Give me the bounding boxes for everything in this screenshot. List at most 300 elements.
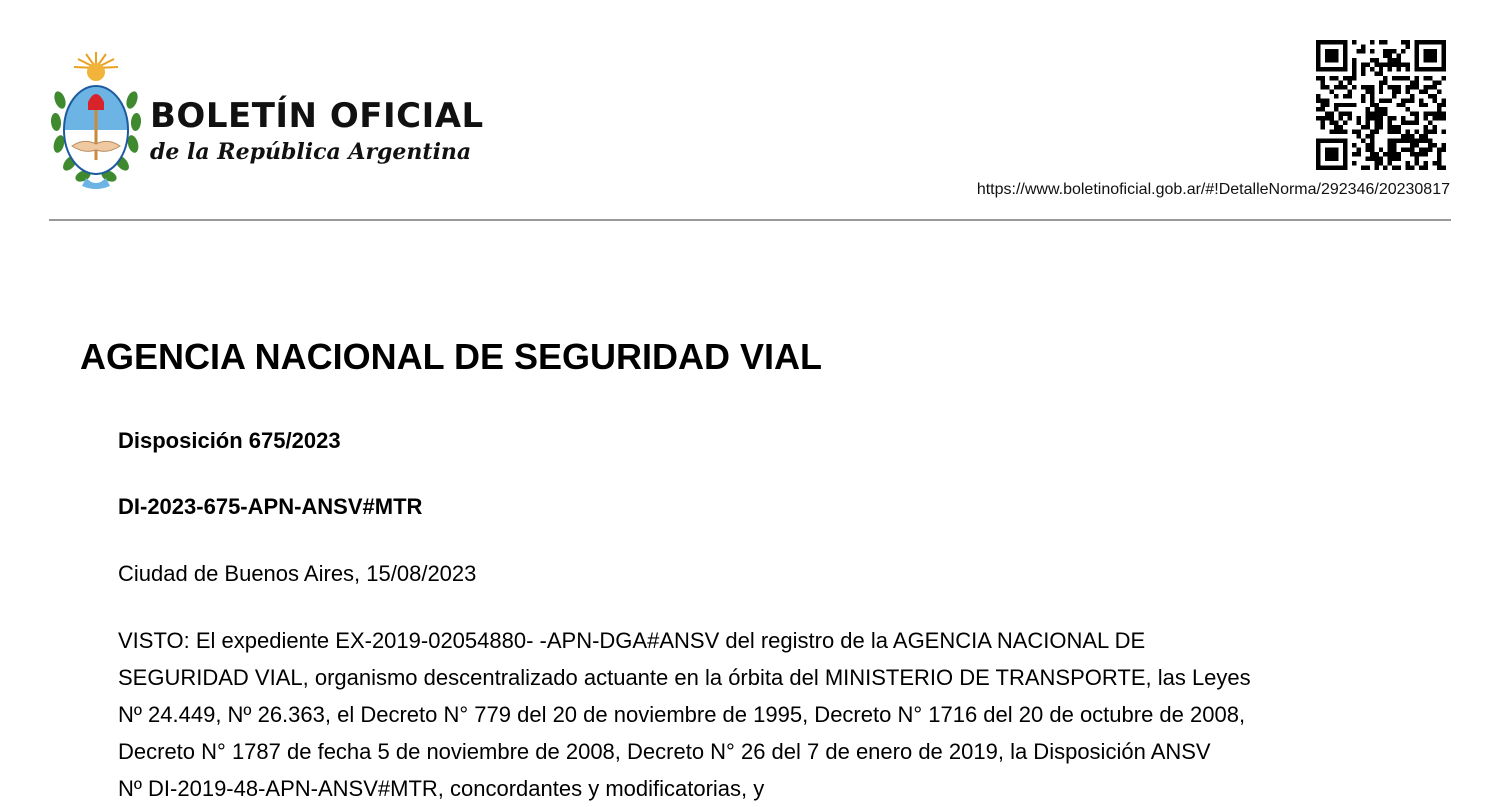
qr-module — [1388, 139, 1392, 143]
qr-module — [1356, 130, 1360, 134]
qr-module — [1374, 116, 1378, 120]
qr-module — [1424, 89, 1428, 93]
qr-module — [1415, 44, 1419, 48]
qr-module — [1343, 53, 1347, 57]
qr-module — [1406, 134, 1410, 138]
qr-module — [1334, 152, 1338, 156]
qr-module — [1401, 103, 1405, 107]
qr-module — [1379, 71, 1383, 75]
qr-module — [1401, 76, 1405, 80]
qr-module — [1320, 103, 1324, 107]
document-url[interactable]: https://www.boletinoficial.gob.ar/#!DetalleNorma/292346/20230817 — [976, 181, 1450, 198]
qr-module — [1388, 49, 1392, 53]
qr-module — [1338, 67, 1342, 71]
qr-module — [1442, 112, 1446, 116]
qr-module — [1352, 58, 1356, 62]
qr-module — [1343, 121, 1347, 125]
qr-module — [1343, 143, 1347, 147]
qr-module — [1383, 40, 1387, 44]
qr-module — [1320, 85, 1324, 89]
document-header — [0, 0, 1500, 222]
qr-module — [1365, 148, 1369, 152]
qr-module — [1410, 121, 1414, 125]
qr-module — [1437, 166, 1441, 170]
qr-module — [1374, 166, 1378, 170]
qr-module — [1347, 80, 1351, 84]
qr-module — [1428, 121, 1432, 125]
qr-module — [1397, 139, 1401, 143]
qr-module — [1437, 161, 1441, 165]
qr-module — [1392, 76, 1396, 80]
qr-module — [1433, 49, 1437, 53]
qr-module — [1437, 112, 1441, 116]
qr-module — [1325, 112, 1329, 116]
qr-module — [1316, 76, 1320, 80]
qr-module — [1352, 76, 1356, 80]
qr-module — [1406, 161, 1410, 165]
qr-module — [1320, 67, 1324, 71]
qr-module — [1437, 103, 1441, 107]
qr-module — [1379, 125, 1383, 129]
qr-module — [1424, 103, 1428, 107]
qr-module — [1334, 157, 1338, 161]
qr-module — [1343, 161, 1347, 165]
qr-module — [1338, 40, 1342, 44]
qr-module — [1388, 116, 1392, 120]
qr-module — [1428, 53, 1432, 57]
qr-module — [1442, 148, 1446, 152]
qr-module — [1392, 85, 1396, 89]
qr-module — [1325, 49, 1329, 53]
qr-module — [1419, 40, 1423, 44]
qr-module — [1329, 53, 1333, 57]
qr-module — [1374, 130, 1378, 134]
qr-module — [1343, 148, 1347, 152]
qr-module — [1383, 53, 1387, 57]
qr-module — [1379, 67, 1383, 71]
qr-module — [1329, 166, 1333, 170]
qr-module — [1379, 62, 1383, 66]
qr-module — [1415, 67, 1419, 71]
qr-module — [1370, 49, 1374, 53]
qr-module — [1320, 125, 1324, 129]
qr-module — [1316, 53, 1320, 57]
qr-module — [1388, 62, 1392, 66]
qr-module — [1433, 53, 1437, 57]
agency-title: AGENCIA NACIONAL DE SEGURIDAD VIAL — [80, 336, 823, 377]
qr-module — [1334, 107, 1338, 111]
qr-module — [1437, 116, 1441, 120]
qr-module — [1433, 161, 1437, 165]
argentina-coat-of-arms-icon — [50, 50, 144, 190]
qr-module — [1334, 121, 1338, 125]
qr-module — [1383, 112, 1387, 116]
qr-module — [1424, 53, 1428, 57]
qr-module — [1406, 89, 1410, 93]
header-divider — [49, 219, 1451, 221]
qr-module — [1329, 40, 1333, 44]
qr-module — [1428, 85, 1432, 89]
qr-module — [1437, 107, 1441, 111]
qr-module — [1329, 76, 1333, 80]
qr-module — [1338, 116, 1342, 120]
qr-module — [1356, 134, 1360, 138]
qr-module — [1316, 98, 1320, 102]
qr-module — [1383, 107, 1387, 111]
qr-module — [1442, 143, 1446, 147]
qr-module — [1334, 94, 1338, 98]
qr-module — [1361, 49, 1365, 53]
qr-module — [1392, 125, 1396, 129]
qr-module — [1433, 40, 1437, 44]
qr-module — [1316, 40, 1320, 44]
qr-module — [1320, 107, 1324, 111]
qr-module — [1329, 116, 1333, 120]
qr-module — [1415, 58, 1419, 62]
qr-module — [1320, 98, 1324, 102]
qr-module — [1338, 80, 1342, 84]
qr-module — [1397, 67, 1401, 71]
qr-module — [1356, 116, 1360, 120]
qr-module — [1329, 148, 1333, 152]
qr-module — [1410, 134, 1414, 138]
qr-module — [1406, 62, 1410, 66]
qr-module — [1406, 44, 1410, 48]
qr-module — [1338, 85, 1342, 89]
qr-module — [1325, 98, 1329, 102]
qr-module — [1370, 58, 1374, 62]
qr-module — [1383, 152, 1387, 156]
qr-module — [1401, 134, 1405, 138]
qr-module — [1356, 121, 1360, 125]
qr-module — [1406, 40, 1410, 44]
qr-module — [1334, 148, 1338, 152]
qr-module — [1415, 139, 1419, 143]
qr-module — [1334, 166, 1338, 170]
qr-module — [1410, 143, 1414, 147]
qr-module — [1442, 58, 1446, 62]
qr-module — [1428, 94, 1432, 98]
qr-module — [1374, 112, 1378, 116]
qr-module — [1320, 121, 1324, 125]
qr-module — [1410, 148, 1414, 152]
qr-module — [1437, 80, 1441, 84]
qr-module — [1424, 85, 1428, 89]
qr-module — [1352, 103, 1356, 107]
qr-module — [1388, 130, 1392, 134]
qr-module — [1379, 98, 1383, 102]
qr-module — [1361, 139, 1365, 143]
qr-module — [1356, 49, 1360, 53]
qr-module — [1370, 85, 1374, 89]
qr-module — [1365, 143, 1369, 147]
qr-module — [1388, 157, 1392, 161]
qr-module — [1320, 80, 1324, 84]
qr-module — [1415, 85, 1419, 89]
qr-module — [1365, 62, 1369, 66]
qr-module — [1397, 53, 1401, 57]
qr-module — [1437, 157, 1441, 161]
qr-module — [1365, 85, 1369, 89]
qr-module — [1388, 143, 1392, 147]
qr-module — [1392, 116, 1396, 120]
qr-module — [1433, 67, 1437, 71]
qr-module — [1334, 53, 1338, 57]
qr-module — [1437, 89, 1441, 93]
qr-module — [1388, 152, 1392, 156]
qr-module — [1343, 44, 1347, 48]
qr-module — [1442, 116, 1446, 120]
qr-module — [1392, 49, 1396, 53]
qr-module — [1334, 125, 1338, 129]
qr-module — [1325, 148, 1329, 152]
qr-module — [1397, 62, 1401, 66]
qr-module — [1352, 67, 1356, 71]
qr-module — [1320, 166, 1324, 170]
qr-module — [1343, 40, 1347, 44]
paragraph-line: Nº DI-2019-48-APN-ANSV#MTR, concordantes y modificatorias, y — [118, 776, 765, 801]
qr-module — [1428, 49, 1432, 53]
qr-module — [1343, 139, 1347, 143]
qr-module — [1419, 98, 1423, 102]
qr-module — [1433, 58, 1437, 62]
qr-module — [1410, 112, 1414, 116]
qr-module — [1401, 116, 1405, 120]
qr-module — [1370, 116, 1374, 120]
qr-module — [1365, 89, 1369, 93]
qr-module — [1352, 40, 1356, 44]
qr-module — [1424, 67, 1428, 71]
qr-module — [1428, 67, 1432, 71]
qr-module — [1424, 152, 1428, 156]
qr-module — [1433, 130, 1437, 134]
qr-module — [1415, 157, 1419, 161]
qr-module — [1374, 62, 1378, 66]
qr-module — [1338, 103, 1342, 107]
qr-module — [1392, 94, 1396, 98]
qr-module — [1392, 58, 1396, 62]
qr-module — [1329, 112, 1333, 116]
qr-module — [1410, 152, 1414, 156]
qr-module — [1406, 107, 1410, 111]
qr-module — [1388, 67, 1392, 71]
qr-module — [1352, 130, 1356, 134]
qr-module — [1374, 121, 1378, 125]
qr-module — [1343, 166, 1347, 170]
qr-module — [1316, 107, 1320, 111]
qr-module — [1370, 89, 1374, 93]
qr-module — [1370, 130, 1374, 134]
qr-module — [1347, 89, 1351, 93]
qr-module — [1338, 166, 1342, 170]
qr-module — [1397, 103, 1401, 107]
qr-module — [1424, 130, 1428, 134]
qr-module — [1424, 49, 1428, 53]
qr-module — [1424, 116, 1428, 120]
qr-module — [1365, 116, 1369, 120]
qr-module — [1316, 49, 1320, 53]
qr-module — [1442, 166, 1446, 170]
qr-module — [1370, 98, 1374, 102]
qr-module — [1325, 139, 1329, 143]
qr-module — [1424, 125, 1428, 129]
qr-module — [1320, 139, 1324, 143]
qr-module — [1442, 67, 1446, 71]
qr-module — [1365, 121, 1369, 125]
qr-module — [1419, 89, 1423, 93]
qr-module — [1428, 76, 1432, 80]
qr-module — [1325, 58, 1329, 62]
qr-module — [1374, 152, 1378, 156]
place-date: Ciudad de Buenos Aires, 15/08/2023 — [118, 561, 477, 586]
qr-module — [1424, 166, 1428, 170]
qr-module — [1374, 107, 1378, 111]
qr-module — [1406, 85, 1410, 89]
qr-module — [1419, 148, 1423, 152]
qr-module — [1406, 130, 1410, 134]
qr-module — [1343, 157, 1347, 161]
qr-module — [1410, 139, 1414, 143]
qr-module — [1419, 67, 1423, 71]
qr-module — [1419, 152, 1423, 156]
qr-module — [1316, 116, 1320, 120]
qr-module — [1334, 139, 1338, 143]
qr-module — [1338, 125, 1342, 129]
qr-module — [1406, 121, 1410, 125]
qr-module — [1401, 121, 1405, 125]
qr-module — [1343, 152, 1347, 156]
qr-module — [1334, 130, 1338, 134]
qr-module — [1433, 112, 1437, 116]
document-code: DI-2023-675-APN-ANSV#MTR — [118, 494, 423, 519]
qr-module — [1329, 89, 1333, 93]
qr-module — [1316, 67, 1320, 71]
qr-module — [1370, 94, 1374, 98]
qr-module — [1316, 58, 1320, 62]
qr-module — [1388, 125, 1392, 129]
qr-module — [1392, 89, 1396, 93]
qr-module — [1365, 157, 1369, 161]
qr-module — [1419, 103, 1423, 107]
qr-module — [1401, 139, 1405, 143]
qr-module — [1347, 103, 1351, 107]
qr-module — [1437, 152, 1441, 156]
qr-module — [1352, 71, 1356, 75]
qr-module — [1329, 152, 1333, 156]
qr-module — [1442, 62, 1446, 66]
qr-module — [1352, 85, 1356, 89]
qr-module — [1320, 116, 1324, 120]
qr-module — [1343, 85, 1347, 89]
qr-module — [1442, 49, 1446, 53]
paragraph-line: VISTO: El expediente EX-2019-02054880- -APN-DGA#ANSV del registro de la AGENCIA NACIONAL DE — [118, 628, 1146, 653]
qr-module — [1347, 76, 1351, 80]
qr-module — [1379, 157, 1383, 161]
qr-module — [1361, 71, 1365, 75]
qr-module — [1356, 152, 1360, 156]
qr-module — [1370, 67, 1374, 71]
qr-module — [1379, 161, 1383, 165]
qr-module — [1343, 112, 1347, 116]
qr-module — [1374, 71, 1378, 75]
qr-module — [1365, 107, 1369, 111]
qr-module — [1397, 85, 1401, 89]
qr-module — [1415, 161, 1419, 165]
qr-module — [1415, 143, 1419, 147]
disposition-number: Disposición 675/2023 — [118, 428, 341, 453]
qr-module — [1379, 107, 1383, 111]
qr-module — [1383, 98, 1387, 102]
qr-module — [1316, 62, 1320, 66]
qr-module — [1410, 94, 1414, 98]
brand-subtitle: de la República Argentina — [150, 139, 472, 165]
qr-module — [1392, 62, 1396, 66]
qr-module — [1401, 148, 1405, 152]
qr-module — [1334, 67, 1338, 71]
qr-module — [1374, 58, 1378, 62]
qr-module — [1379, 80, 1383, 84]
qr-module — [1406, 76, 1410, 80]
qr-module — [1329, 157, 1333, 161]
qr-module — [1424, 40, 1428, 44]
qr-module — [1415, 40, 1419, 44]
qr-module — [1365, 125, 1369, 129]
qr-module — [1374, 103, 1378, 107]
qr-module — [1370, 143, 1374, 147]
qr-module — [1370, 40, 1374, 44]
qr-module — [1361, 94, 1365, 98]
qr-module — [1343, 103, 1347, 107]
qr-module — [1325, 40, 1329, 44]
qr-module — [1325, 116, 1329, 120]
qr-module — [1415, 116, 1419, 120]
qr-module — [1415, 80, 1419, 84]
qr-module — [1415, 152, 1419, 156]
paragraph-line: Decreto N° 1787 de fecha 5 de noviembre de 2008, Decreto N° 26 del 7 de enero de 2019, la Disposición ANSV — [118, 739, 1211, 764]
qr-module — [1383, 76, 1387, 80]
qr-module — [1343, 58, 1347, 62]
qr-module — [1338, 139, 1342, 143]
qr-module — [1365, 112, 1369, 116]
qr-module — [1388, 121, 1392, 125]
qr-module — [1334, 40, 1338, 44]
qr-module — [1415, 49, 1419, 53]
qr-module — [1433, 85, 1437, 89]
qr-module — [1370, 152, 1374, 156]
qr-module — [1343, 94, 1347, 98]
qr-module — [1370, 157, 1374, 161]
qr-module — [1334, 58, 1338, 62]
qr-module — [1388, 85, 1392, 89]
qr-module — [1424, 161, 1428, 165]
qr-module — [1329, 130, 1333, 134]
qr-module — [1329, 139, 1333, 143]
qr-module — [1428, 112, 1432, 116]
qr-module — [1428, 143, 1432, 147]
qr-code-icon — [1316, 40, 1446, 170]
qr-module — [1442, 53, 1446, 57]
qr-module — [1433, 94, 1437, 98]
qr-module — [1419, 139, 1423, 143]
qr-module — [1437, 67, 1441, 71]
qr-module — [1325, 53, 1329, 57]
qr-module — [1442, 130, 1446, 134]
qr-module — [1388, 148, 1392, 152]
qr-module — [1316, 157, 1320, 161]
qr-module — [1397, 166, 1401, 170]
qr-module — [1343, 76, 1347, 80]
qr-module — [1316, 44, 1320, 48]
